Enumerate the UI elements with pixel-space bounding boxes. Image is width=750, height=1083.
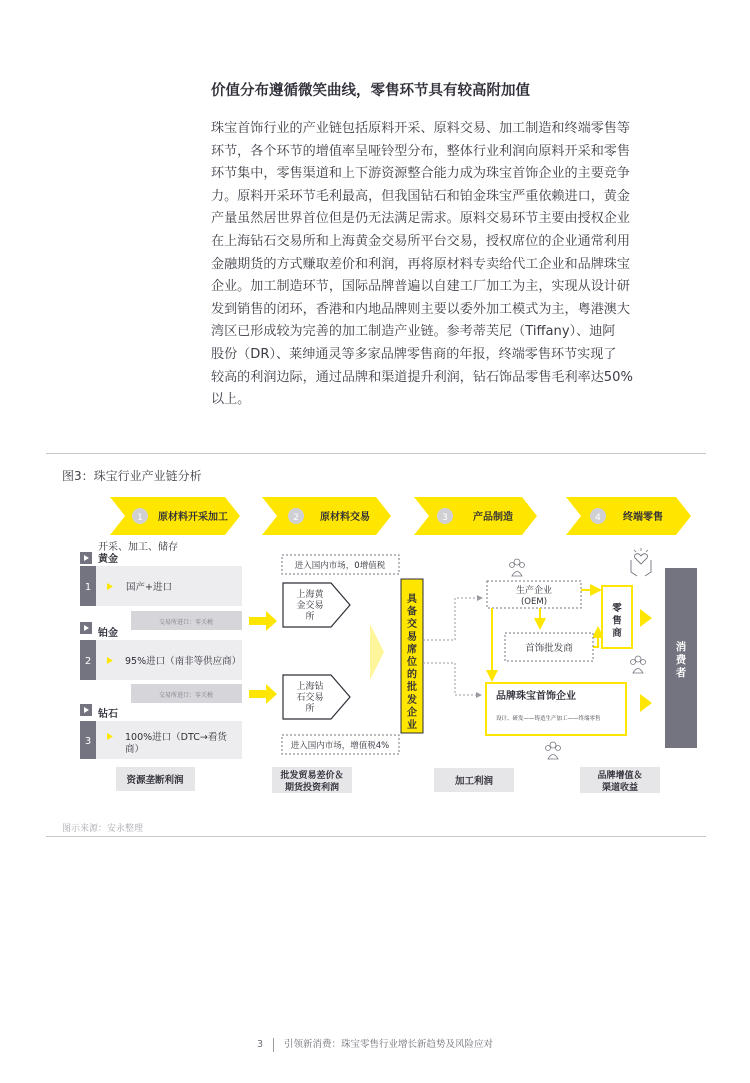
vertical-char: 位: [407, 657, 417, 668]
figure-bottom-rule: [46, 836, 706, 837]
body-line: 环节，各个环节的增值率呈哑铃型分布，整体行业利润向原料开采和零售: [211, 143, 630, 159]
footer-separator: [273, 1038, 274, 1052]
stage-2-label: 原材料交易: [320, 512, 370, 523]
vertical-char: 批: [407, 682, 417, 694]
material-diamond: [80, 704, 242, 759]
wholesaler-to-retailer-arrow: [593, 628, 598, 647]
stage-4-chevron: [566, 497, 691, 535]
vertical-char: 的: [407, 669, 417, 681]
oem-line-2: (OEM): [520, 597, 548, 607]
stage-4-label: 终端零售: [623, 512, 663, 523]
page-number: 3: [256, 1039, 264, 1050]
body-line: 股份（DR）、莱绅通灵等多家品牌零售商的年报，终端零售环节实现了: [211, 346, 617, 362]
gold-exchange-line-1: 上海黄: [296, 590, 324, 600]
vertical-char: 交: [407, 619, 417, 631]
body-line: 产量虽然居世界首位但是仍无法满足需求。原料交易环节主要由授权企业: [211, 211, 630, 227]
body-line: 金融期货的方式赚取差价和利润，再将原材料专卖给代工企业和品牌珠宝: [211, 256, 630, 272]
people-icon-bottom: [546, 742, 561, 759]
people-icon-right: [631, 656, 646, 673]
jewelry-wholesaler-label: 首饰批发商: [525, 643, 573, 654]
material-name-platinum: 铂金: [98, 628, 118, 639]
body-line: 珠宝首饰行业的产业链包括原料开采、原料交易、加工制造和终端零售等: [211, 121, 630, 136]
body-line: 发到销售的闭环，香港和内地品牌则主要以委外加工模式为主，粤港澳大: [211, 301, 630, 317]
stage-1-num: 1: [137, 513, 143, 523]
vertical-char: 具: [407, 594, 417, 605]
retailer-to-consumer-arrow: [640, 609, 652, 627]
stage-3-num: 3: [442, 513, 448, 523]
fee-label-2: 交易所进口：零关税: [158, 692, 214, 699]
vertical-char: 席: [407, 644, 417, 656]
diamond-exchange-line-1: 上海钻: [296, 682, 324, 692]
vertical-char: 售: [612, 615, 622, 627]
diamond-flow-arrow: [249, 684, 277, 704]
profit-label-4-line-1: 品牌增值＆: [597, 771, 643, 781]
profit-label-1: 资源垄断利润: [126, 775, 184, 786]
vat-label: 进入国内市场，增值税4%: [290, 741, 390, 751]
retailer-label: [612, 602, 622, 639]
body-line: 在上海钻石交易所和上海黄金交易所平台交易，授权席位的企业通常利用: [211, 233, 630, 249]
gold-exchange-line-3: 所: [305, 612, 315, 622]
fee-label-1: 交易所进口：零关税: [158, 619, 214, 626]
vertical-char: 业: [407, 720, 417, 731]
vertical-char: 发: [407, 694, 417, 706]
profit-label-2-line-1: 批发贸易差价＆: [280, 771, 344, 781]
material-gold: [80, 552, 242, 606]
material-name-gold: 黄金: [98, 554, 118, 565]
diamond-exchange-line-3: 所: [305, 704, 315, 714]
diamond-exchange-line-2: 石交易: [296, 693, 324, 703]
profit-label-2-line-2: 期货投资利润: [284, 783, 340, 793]
section-heading: 价值分布遵循微笑曲线，零售环节具有较高附加值: [211, 83, 530, 99]
to-brand-arrow: [423, 663, 481, 695]
vertical-char: 消: [675, 641, 687, 653]
wholesaler-label: [406, 592, 418, 731]
brand-flow-label: 设计、研发——铸造生产加工——终端零售: [496, 716, 601, 722]
gold-exchange-line-2: 金交易: [296, 601, 324, 611]
brand-to-consumer-arrow: [640, 694, 652, 712]
material-num-platinum: 2: [84, 656, 92, 667]
diamond-exchange-shape: [283, 675, 350, 719]
zero-vat-label: 进入国内市场，0增值税: [294, 561, 386, 571]
stage-2-chevron: [262, 497, 391, 535]
vertical-char: 易: [407, 631, 417, 643]
vertical-char: 费: [675, 654, 687, 666]
vertical-char: 备: [407, 606, 417, 618]
figure-title: 图3：珠宝行业产业链分析: [62, 469, 202, 483]
vertical-char: 者: [675, 667, 687, 679]
vertical-char: 商: [612, 628, 622, 639]
vertical-char: 零: [612, 603, 622, 614]
gold-flow-arrow: [249, 611, 277, 631]
material-desc-diamond-2: 商）: [125, 744, 145, 755]
figure-source: 图示来源：安永整理: [62, 824, 144, 834]
stage-3-label: 产品制造: [473, 512, 513, 523]
stage-4-num: 4: [595, 513, 601, 523]
stage-1-label: 原材料开采加工: [158, 512, 228, 523]
body-line: 力。原料开采环节毛利最高，但我国钻石和铂金珠宝严重依赖进口，黄金: [211, 188, 630, 204]
body-line: 湾区已形成较为完善的加工制造产业链。参考蒂芙尼（Tiffany）、迪阿: [211, 324, 616, 340]
gold-exchange-shape: [283, 583, 350, 627]
stage-2-num: 2: [293, 513, 299, 523]
body-line: 环节集中，零售渠道和上下游资源整合能力成为珠宝首饰企业的主要竞争: [211, 166, 630, 182]
profit-label-3: 加工利润: [454, 776, 494, 787]
material-desc-gold: 国产+进口: [126, 582, 172, 593]
material-platinum: [80, 622, 242, 680]
material-num-diamond: 3: [84, 736, 92, 747]
material-desc-platinum: 95%进口（南非等供应商）: [125, 656, 242, 667]
profit-label-4-line-2: 渠道收益: [601, 783, 639, 793]
material-desc-diamond-1: 100%进口（DTC→看货: [125, 732, 227, 743]
material-name-diamond: 钻石: [98, 709, 118, 720]
hand-heart-icon: [631, 548, 651, 576]
body-line: 以上。: [211, 392, 251, 408]
footer-title: 引领新消费：珠宝零售行业增长新趋势及风险应对: [284, 1039, 494, 1050]
brand-company-label: 品牌珠宝首饰企业: [496, 691, 576, 702]
oem-line-1: 生产企业: [515, 586, 553, 596]
wholesale-triangle: [370, 624, 384, 680]
body-line: 企业。加工制造环节，国际品牌普遍以自建工厂加工为主，实现从设计研: [211, 279, 630, 295]
page-footer: [0, 1036, 750, 1052]
vertical-char: 企: [407, 707, 417, 719]
body-line: 较高的利润边际，通过品牌和渠道提升利润，钻石饰品零售毛利率达50%: [211, 369, 633, 385]
material-num-gold: 1: [84, 582, 92, 593]
consumer-label: [676, 640, 687, 679]
stage-3-chevron: [414, 497, 537, 535]
people-icon: [510, 559, 525, 576]
mining-title: 开采、加工、储存: [98, 542, 178, 553]
to-oem-arrow: [423, 598, 482, 640]
stage-1-chevron: [110, 497, 240, 535]
